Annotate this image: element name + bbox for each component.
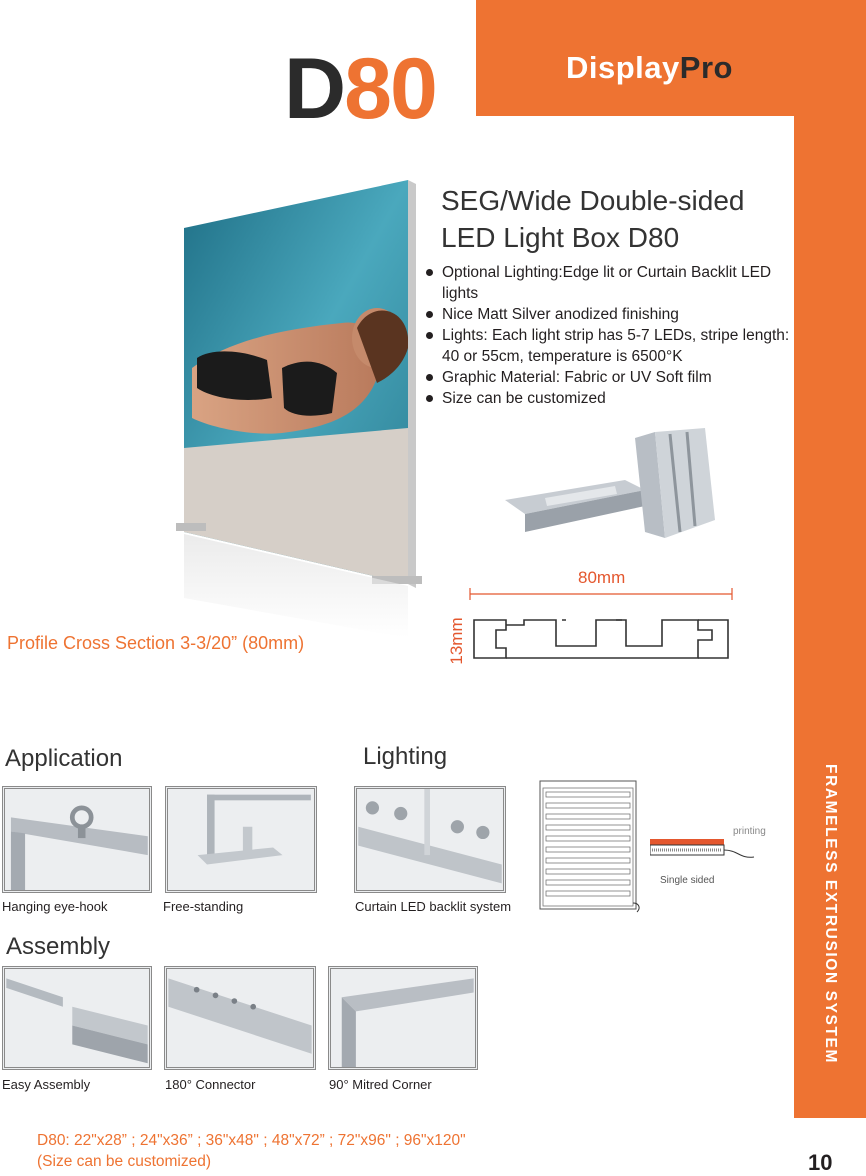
extrusion-photo bbox=[505, 428, 780, 548]
application-title: Application bbox=[5, 745, 123, 772]
caption-connector: 180° Connector bbox=[165, 1077, 256, 1092]
feature-list bbox=[424, 262, 794, 409]
product-title bbox=[441, 182, 744, 256]
connector-photo bbox=[164, 966, 316, 1070]
profile-parts-icon bbox=[5, 969, 149, 1067]
curtain-led-photo bbox=[354, 786, 506, 893]
caption-easy-assembly: Easy Assembly bbox=[2, 1077, 91, 1092]
profile-cross-section bbox=[466, 588, 736, 668]
brand-logo bbox=[566, 50, 733, 86]
profile-caption: Profile Cross Section 3-3/20” (80mm) bbox=[7, 633, 305, 653]
led-grid-icon bbox=[537, 778, 640, 916]
eye-hook-photo bbox=[2, 786, 152, 893]
printing-label: printing bbox=[733, 826, 766, 837]
model-title bbox=[284, 41, 436, 137]
model-number: 80 bbox=[344, 41, 436, 137]
feature-item: Nice Matt Silver anodized finishing bbox=[424, 304, 794, 325]
profile-height-label: 13mm bbox=[447, 617, 466, 665]
size-line1: D80: 22"x28” ; 24"x36” ; 36"x48" ; 48"x72” ; 72"x96" ; 96"x120" bbox=[37, 1132, 466, 1149]
product-title-line1: SEG/Wide Double-sided bbox=[441, 185, 745, 216]
eye-hook-icon bbox=[5, 789, 149, 890]
led-grid-diagram bbox=[537, 778, 640, 916]
mitred-corner-photo bbox=[328, 966, 478, 1070]
brand-word-pro: Pro bbox=[679, 50, 733, 85]
feature-item: Optional Lighting:Edge lit or Curtain Backlit LED lights bbox=[424, 262, 794, 304]
caption-free-standing: Free-standing bbox=[163, 899, 244, 914]
cross-section-diagram bbox=[466, 588, 736, 668]
size-line2: (Size can be customized) bbox=[37, 1153, 212, 1170]
connector-icon bbox=[167, 969, 313, 1067]
single-sided-icon bbox=[650, 833, 760, 863]
page-number: 10 bbox=[808, 1150, 833, 1175]
feature-item: Lights: Each light strip has 5-7 LEDs, stripe length: 40 or 55cm, temperature is 6500°K bbox=[424, 325, 794, 367]
led-strip-icon bbox=[357, 789, 503, 890]
product-title-line2: LED Light Box D80 bbox=[441, 222, 680, 253]
lightbox-photo bbox=[172, 178, 436, 638]
lightbox-illustration bbox=[172, 178, 436, 638]
easy-assembly-photo bbox=[2, 966, 152, 1070]
single-sided-diagram bbox=[650, 833, 730, 863]
extrusion-illustration bbox=[505, 428, 780, 548]
caption-curtain-led: Curtain LED backlit system bbox=[355, 899, 512, 914]
caption-hanging: Hanging eye-hook bbox=[2, 899, 108, 914]
size-list bbox=[37, 1130, 466, 1172]
model-prefix: D bbox=[284, 41, 345, 137]
mitred-corner-icon bbox=[331, 969, 475, 1067]
lighting-title: Lighting bbox=[363, 743, 448, 770]
free-standing-photo bbox=[165, 786, 317, 893]
assembly-title: Assembly bbox=[6, 933, 111, 960]
feature-item: Graphic Material: Fabric or UV Soft film bbox=[424, 367, 794, 388]
foot-stand-icon bbox=[168, 789, 314, 890]
side-label: FRAMELESS EXTRUSION SYSTEM bbox=[822, 764, 839, 1064]
single-sided-label: Single sided bbox=[660, 875, 715, 886]
brand-word-display: Display bbox=[566, 50, 680, 85]
caption-mitred-corner: 90° Mitred Corner bbox=[329, 1077, 432, 1092]
profile-width-label: 80mm bbox=[578, 568, 626, 587]
feature-item: Size can be customized bbox=[424, 388, 794, 409]
